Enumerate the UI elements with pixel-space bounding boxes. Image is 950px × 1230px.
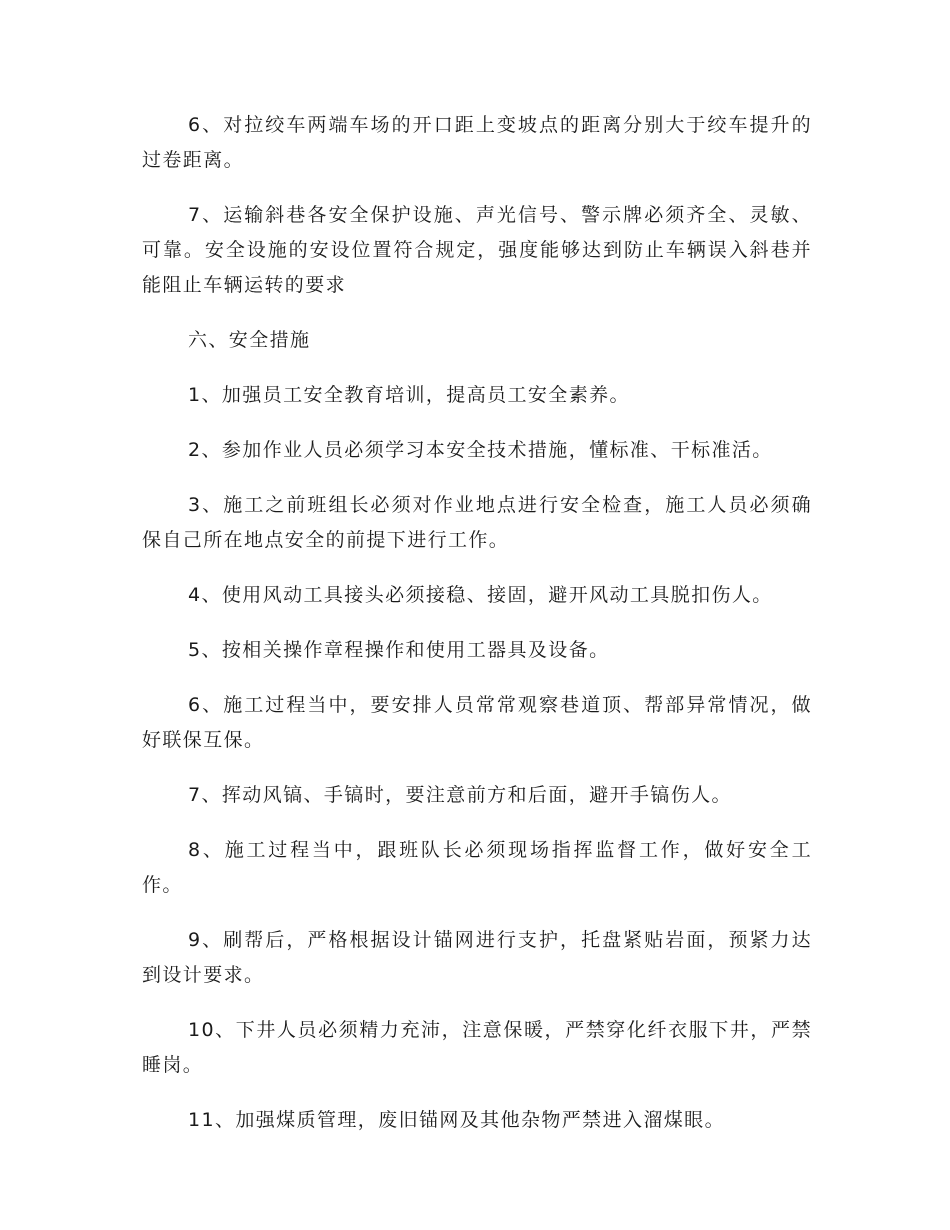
paragraph-12: 10、下井人员必须精力充沛，注意保暖，严禁穿化纤衣服下井，严禁睡岗。 bbox=[142, 1019, 812, 1076]
paragraph-13: 11、加强煤质管理，废旧锚网及其他杂物严禁进入溜煤眼。 bbox=[188, 1109, 725, 1131]
document-body bbox=[142, 108, 812, 1158]
paragraph-4: 2、参加作业人员必须学习本安全技术措施，懂标准、干标准活。 bbox=[188, 439, 773, 461]
paragraph-9: 7、挥动风镐、手镐时，要注意前方和后面，避开手镐伤人。 bbox=[188, 784, 732, 806]
paragraph-6: 4、使用风动工具接头必须接稳、接固，避开风动工具脱扣伤人。 bbox=[188, 584, 773, 606]
section-heading: 六、安全措施 bbox=[188, 329, 311, 351]
paragraph-11: 9、刷帮后，严格根据设计锚网进行支护，托盘紧贴岩面，预紧力达到设计要求。 bbox=[142, 929, 812, 986]
paragraph-2: 7、运输斜巷各安全保护设施、声光信号、警示牌必须齐全、灵敏、可靠。安全设施的安设位置符合规定，强度能够达到防止车辆误入斜巷并能阻止车辆运转的要求 bbox=[142, 204, 812, 296]
paragraph-10: 8、施工过程当中，跟班队长必须现场指挥监督工作，做好安全工作。 bbox=[142, 839, 812, 896]
paragraph-7: 5、按相关操作章程操作和使用工器具及设备。 bbox=[188, 639, 610, 661]
paragraph-8: 6、施工过程当中，要安排人员常常观察巷道顶、帮部异常情况，做好联保互保。 bbox=[142, 694, 812, 751]
paragraph-1: 6、对拉绞车两端车场的开口距上变坡点的距离分别大于绞车提升的过卷距离。 bbox=[142, 114, 812, 171]
paragraph-5: 3、施工之前班组长必须对作业地点进行安全检查，施工人员必须确保自己所在地点安全的前提下进行工作。 bbox=[142, 494, 812, 551]
paragraph-3: 1、加强员工安全教育培训，提高员工安全素养。 bbox=[188, 384, 630, 406]
